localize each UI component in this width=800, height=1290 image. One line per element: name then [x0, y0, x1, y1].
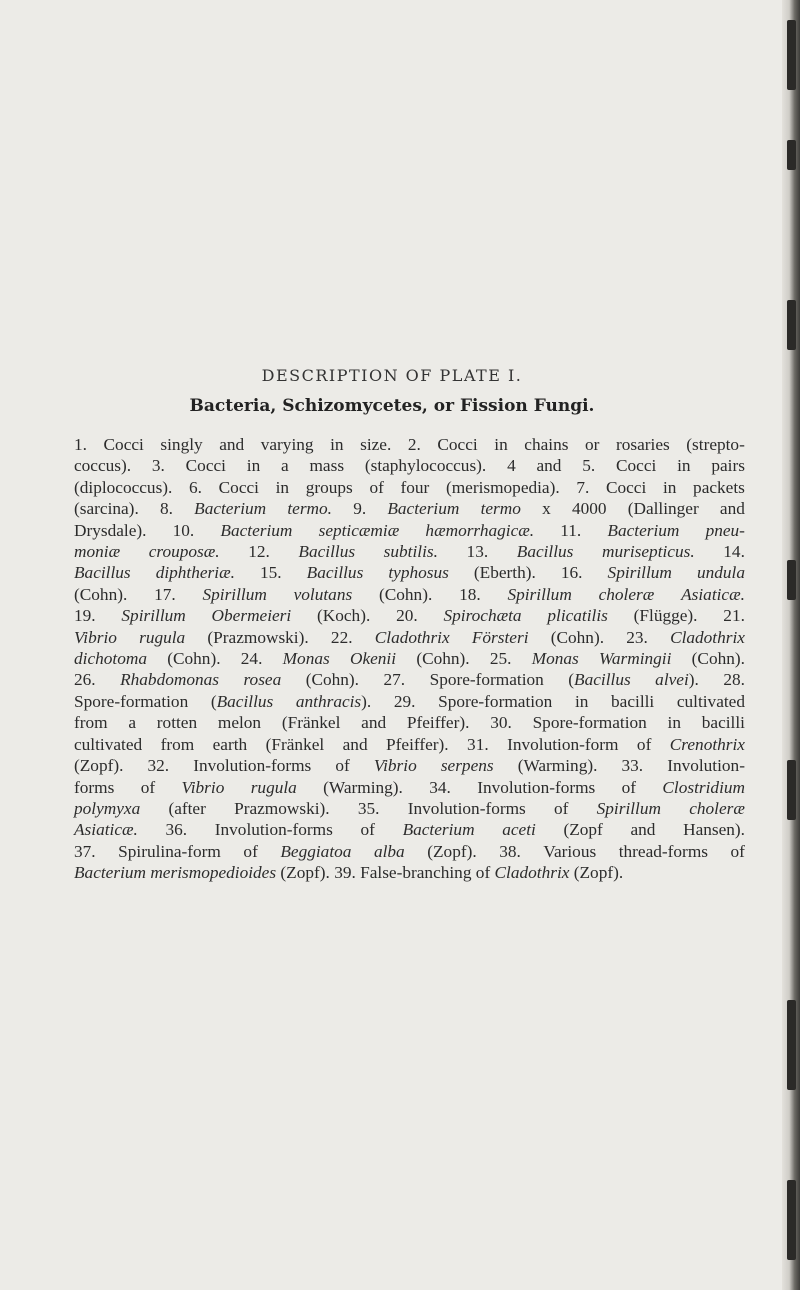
text-line: [74, 819, 745, 840]
word: (Flügge).: [633, 606, 698, 626]
word: (Dallinger: [627, 499, 699, 519]
word: of: [554, 798, 569, 818]
word: 21.: [723, 606, 745, 626]
word: Spirulina-form: [118, 841, 221, 861]
word: 1.: [74, 435, 87, 454]
word: rotten: [156, 713, 198, 733]
word: alba: [373, 841, 405, 861]
word: Bacillus: [298, 542, 356, 562]
word: x: [542, 499, 551, 519]
word: Cocci: [185, 456, 226, 476]
word: Cladothrix: [374, 627, 450, 647]
word: 16.: [560, 563, 583, 583]
word: (Cohn).: [691, 649, 745, 669]
word: Spirochæta: [443, 606, 522, 626]
word: (merismopedia).: [445, 477, 560, 497]
word: Involution-forms: [407, 798, 526, 818]
word: (strepto-: [686, 435, 745, 454]
word: Cocci: [218, 477, 259, 497]
word: 8.: [159, 499, 173, 519]
word: Bacillus: [516, 542, 574, 562]
edge-mark: [787, 300, 796, 350]
edge-mark: [787, 760, 796, 820]
word: 17.: [154, 584, 176, 604]
word: size.: [360, 435, 392, 454]
word: in: [275, 477, 290, 497]
text-line: [74, 691, 745, 712]
word: Bacterium: [194, 499, 267, 519]
word: 15.: [259, 563, 282, 583]
word: Spore-formation: [532, 713, 647, 733]
word: (Eberth).: [473, 563, 536, 583]
word: moniæ: [74, 542, 121, 562]
word: (Cohn).: [305, 670, 359, 690]
word: in: [246, 456, 261, 476]
word: termo: [480, 499, 521, 519]
word: Drysdale).: [74, 520, 147, 540]
word: (Cohn).: [378, 584, 433, 604]
word: 29.: [393, 691, 416, 711]
word: (Zopf).: [427, 841, 477, 861]
text-line: [74, 477, 745, 498]
text-line: [74, 605, 745, 626]
word: Spirillum: [507, 584, 572, 604]
text-line: [74, 627, 745, 648]
word: from: [160, 734, 195, 754]
word: 4000: [571, 499, 607, 519]
edge-mark: [787, 20, 796, 90]
word: Spore-formation: [74, 691, 189, 711]
word: Various: [543, 841, 597, 861]
word: rosea: [243, 670, 282, 690]
word: (Zopf).: [74, 756, 124, 776]
word: coccus).: [74, 456, 132, 476]
word: (diplococcus).: [74, 477, 173, 497]
word: 31.: [467, 734, 489, 754]
word: and: [219, 435, 245, 454]
edge-mark: [787, 560, 796, 600]
text-line: [74, 584, 745, 605]
word: of: [140, 777, 156, 797]
edge-mark: [787, 1180, 796, 1260]
word: or: [585, 435, 600, 454]
word: of: [360, 820, 375, 840]
word: bacilli: [701, 713, 745, 733]
word: 14.: [723, 542, 745, 562]
word: 6.: [189, 477, 202, 497]
word: in: [494, 435, 508, 454]
word: (staphylococcus).: [364, 456, 487, 476]
text-line: [74, 734, 745, 755]
word: 38.: [499, 841, 521, 861]
word: dichotoma: [74, 649, 147, 669]
word: 30.: [490, 713, 512, 733]
word: (Prazmowski).: [207, 627, 309, 647]
word: subtilis.: [383, 542, 438, 562]
word: polymyxa: [74, 798, 141, 818]
word: Vibrio: [373, 756, 417, 776]
word: plicatilis: [547, 606, 608, 626]
text-line: [74, 669, 745, 690]
word: 7.: [576, 477, 590, 497]
text-line: [74, 862, 745, 883]
word: 4: [507, 456, 516, 476]
word: Spore-formation: [438, 691, 553, 711]
text-line: [74, 498, 745, 519]
word: Involution-forms: [214, 820, 333, 840]
text-line: [74, 520, 745, 541]
text-line: [74, 455, 745, 476]
word: a: [281, 456, 289, 476]
word: varying: [260, 435, 314, 454]
word: Pfeiffer).: [406, 713, 470, 733]
text-line: [74, 648, 745, 669]
word: 13.: [466, 542, 489, 562]
word: (Bacillus: [210, 691, 274, 711]
word: 9.: [353, 499, 367, 519]
word: from: [74, 713, 108, 733]
word: murisepticus.: [602, 542, 695, 562]
word: Monas: [282, 649, 330, 669]
word: in: [667, 713, 681, 733]
word: Obermeieri: [211, 606, 292, 626]
word: (Zopf: [563, 820, 603, 840]
word: 3.: [151, 456, 165, 476]
word: and: [630, 820, 656, 840]
word: 12.: [248, 542, 270, 562]
word: volutans: [293, 584, 353, 604]
word: 5.: [582, 456, 596, 476]
word: Asiaticæ.: [74, 820, 138, 840]
word: Cocci: [616, 456, 657, 476]
word: 24.: [240, 649, 263, 669]
plate-subtitle: Bacteria, Schizomycetes, or Fission Fungi.: [189, 396, 595, 416]
word: Crenothrix: [669, 734, 745, 754]
word: Spirillum: [202, 584, 267, 604]
word: Involution-forms: [477, 777, 596, 797]
text-line: [74, 712, 745, 733]
word: False-branching: [360, 863, 472, 883]
word: thread-forms: [618, 841, 708, 861]
word: 37.: [74, 841, 96, 861]
word: Warmingii: [599, 649, 672, 669]
word: singly: [160, 435, 203, 454]
word: (after: [168, 798, 206, 818]
text-line: [74, 841, 745, 862]
word: 26.: [74, 670, 96, 690]
word: of: [335, 756, 350, 776]
word: Cladothrix: [494, 863, 570, 883]
word: (sarcina).: [74, 499, 139, 519]
word: 25.: [489, 649, 512, 669]
word: crouposæ.: [148, 542, 220, 562]
word: Vibrio: [181, 777, 225, 797]
word: Spirillum: [121, 606, 186, 626]
word: of: [636, 734, 652, 754]
word: 23.: [626, 627, 648, 647]
word: Okenii: [349, 649, 397, 669]
word: Bacillus: [306, 563, 364, 583]
word: in: [677, 456, 691, 476]
word: (Fränkel: [281, 713, 341, 733]
word: 34.: [429, 777, 451, 797]
text-line: [74, 434, 745, 455]
word: of: [730, 841, 745, 861]
word: 36.: [165, 820, 188, 840]
word: 22.: [330, 627, 353, 647]
word: (Fränkel: [265, 734, 325, 754]
word: serpens: [440, 756, 494, 776]
word: packets: [693, 477, 745, 497]
text-line: [74, 541, 745, 562]
word: diphtheriæ.: [155, 563, 235, 583]
word: rosaries: [615, 435, 670, 454]
word: Spirillum: [607, 563, 672, 583]
word: Bacterium: [387, 499, 460, 519]
word: Involution-: [667, 756, 745, 776]
word: Hansen).: [683, 820, 745, 840]
word: pneu-: [705, 520, 745, 540]
word: and: [342, 734, 368, 754]
word: and: [536, 456, 562, 476]
word: 11.: [560, 520, 582, 540]
edge-mark: [787, 140, 796, 170]
word: in: [330, 435, 344, 454]
word: merismopedioides: [150, 863, 277, 883]
word: of: [243, 841, 258, 861]
text-line: [74, 755, 745, 776]
word: Försteri: [471, 627, 529, 647]
word: rugula: [139, 627, 186, 647]
word: Cocci: [103, 435, 144, 454]
word: 2.: [407, 435, 421, 454]
word: Cocci: [605, 477, 647, 497]
word: Spirillum: [596, 798, 661, 818]
word: of: [621, 777, 637, 797]
word: groups: [305, 477, 353, 497]
word: in: [574, 691, 589, 711]
text-line: [74, 777, 745, 798]
word: Bacillus: [74, 563, 131, 583]
page-edge-shadow: [782, 0, 800, 1290]
edge-mark: [787, 1000, 796, 1090]
word: Spore-formation: [429, 670, 544, 690]
word: anthracis).: [295, 691, 372, 711]
word: (Warming).: [517, 756, 598, 776]
word: Involution-form: [507, 734, 619, 754]
word: (Zopf).: [573, 863, 624, 883]
word: 10.: [172, 520, 195, 540]
word: hæmorrhagicæ.: [425, 520, 535, 540]
plate-description: [74, 434, 745, 884]
word: Pfeiffer).: [386, 734, 449, 754]
word: (Bacillus: [568, 670, 631, 690]
word: (Cohn).: [550, 627, 605, 647]
word: 19.: [74, 606, 96, 626]
word: Rhabdomonas: [120, 670, 219, 690]
word: rugula: [250, 777, 297, 797]
word: choleræ: [689, 798, 745, 818]
word: 27.: [383, 670, 406, 690]
word: Bacterium: [220, 520, 293, 540]
text-line: [74, 798, 745, 819]
text-line: [74, 562, 745, 583]
word: Monas: [531, 649, 579, 669]
word: Clostridium: [662, 777, 745, 797]
word: Bacterium: [74, 863, 146, 883]
word: 35.: [357, 798, 380, 818]
word: four: [400, 477, 430, 497]
word: (Cohn).: [74, 584, 128, 604]
word: Cladothrix: [670, 627, 745, 647]
word: a: [128, 713, 137, 733]
word: earth: [212, 734, 248, 754]
word: cultivated: [676, 691, 745, 711]
word: (Zopf).: [280, 863, 330, 883]
word: (Koch).: [317, 606, 371, 626]
word: (Warming).: [323, 777, 403, 797]
word: mass: [309, 456, 345, 476]
word: 39.: [334, 863, 356, 883]
word: melon: [217, 713, 262, 733]
word: choleræ: [598, 584, 655, 604]
word: 18.: [459, 584, 481, 604]
word: alvei).: [655, 670, 699, 690]
word: and: [361, 713, 387, 733]
word: Asiaticæ.: [681, 584, 745, 604]
word: termo.: [287, 499, 332, 519]
word: 28.: [723, 670, 745, 690]
word: pairs: [711, 456, 745, 476]
word: Vibrio: [74, 627, 117, 647]
word: septicæmiæ: [318, 520, 400, 540]
word: Involution-forms: [193, 756, 312, 776]
word: of: [369, 477, 384, 497]
word: 20.: [396, 606, 418, 626]
word: Cocci: [437, 435, 478, 454]
word: bacilli: [611, 691, 655, 711]
word: typhosus: [388, 563, 449, 583]
word: in: [662, 477, 677, 497]
word: 33.: [621, 756, 644, 776]
word: Bacterium: [402, 820, 475, 840]
word: chains: [524, 435, 569, 454]
word: forms: [74, 777, 115, 797]
word: Beggiatoa: [280, 841, 352, 861]
word: undula: [696, 563, 745, 583]
word: Bacterium: [607, 520, 680, 540]
word: of: [475, 863, 491, 883]
plate-title: DESCRIPTION OF PLATE I.: [261, 366, 523, 385]
word: cultivated: [74, 734, 143, 754]
word: 32.: [147, 756, 170, 776]
word: (Cohn).: [416, 649, 470, 669]
word: (Cohn).: [167, 649, 221, 669]
word: and: [719, 499, 745, 519]
word: Prazmowski).: [234, 798, 330, 818]
word: aceti: [502, 820, 536, 840]
